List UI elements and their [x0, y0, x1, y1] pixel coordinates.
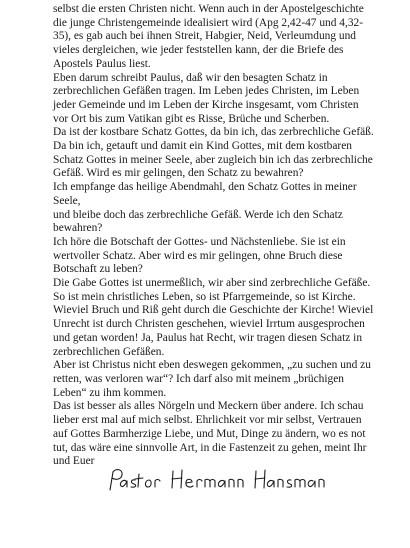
text-line: Da ist der kostbare Schatz Gottes, da bin ich, das zerbrechliche Gefäß.	[53, 126, 374, 139]
text-line: Die Gabe Gottes ist unermeßlich, wir aber sind zerbrechliche Gefäße.	[53, 277, 371, 290]
text-line: Gefäß. Wird es mir gelingen, den Schatz zu bewahren?	[53, 167, 304, 180]
text-line: auf Gottes Barmherzige Liebe, und Mut, Dinge zu ändern, wo es not	[53, 427, 366, 440]
text-line: Das ist besser als alles Nörgeln und Meckern über andere. Ich schau	[53, 400, 364, 413]
text-line: und Euer	[53, 455, 95, 468]
text-line: vor Ort bis zum Vatikan gibt es Risse, Brüche und Scherben.	[53, 112, 330, 125]
text-line: Unrecht ist durch Christen geschehen, wieviel Irrtum ausgesprochen	[53, 318, 365, 331]
text-line: tut, das wäre eine sinnvolle Art, in die Fastenzeit zu gehen, meint Ihr	[53, 441, 367, 454]
text-line: Seele,	[53, 194, 81, 207]
text-line: vieles dergleichen, wie jeder feststellen kann, der die Briefe des	[53, 44, 344, 57]
text-line: Ich höre die Botschaft der Gottes- und Nächstenliebe. Sie ist ein	[53, 235, 346, 248]
text-line: jeder Gemeinde und im Leben der Kirche insgesamt, vom Christen	[53, 98, 359, 111]
text-line: Leben“ zu ihm kommen.	[53, 386, 167, 399]
text-line: zerbrechlichen Gefäßen tragen. Im Leben jedes Christen, im Leben	[53, 85, 360, 98]
text-line: und getan worden! Ja, Paulus hat Recht, wir tragen diesen Schatz in	[53, 331, 363, 344]
text-line: Wieviel Bruch und Riß geht durch die Geschichte der Kirche! Wieviel	[53, 304, 374, 317]
text-line: Botschaft zu leben?	[53, 263, 143, 276]
text-line: und bleibe doch das zerbrechliche Gefäß. Werde ich den Schatz	[53, 208, 343, 221]
text-line: lieber erst mal auf mich selbst. Ehrlichkeit vor mir selbst, Vertrauen	[53, 414, 362, 427]
text-line: zerbrechlichen Gefäßen.	[53, 345, 165, 358]
handwritten-signature	[106, 466, 326, 494]
text-line: selbst die ersten Christen nicht. Wenn auch in der Apostelgeschichte	[53, 3, 364, 15]
text-line: 35), es gab auch bei ihnen Streit, Habgier, Neid, Verleumdung und	[53, 30, 357, 43]
text-line: So ist mein christliches Leben, so ist Pfarrgemeinde, so ist Kirche.	[53, 290, 356, 303]
text-line: wertvoller Schatz. Aber wird es mir gelingen, ohne Bruch diese	[53, 249, 343, 262]
text-line: Da bin ich, getauft und damit ein Kind Gottes, mit dem kostbaren	[53, 140, 352, 153]
text-line: Schatz Gottes in meiner Seele, aber zugleich bin ich das zerbrechliche	[53, 153, 373, 166]
letter-body	[53, 3, 401, 469]
text-line: Apostels Paulus liest.	[53, 57, 151, 70]
text-line: Aber ist Christus nicht eben deswegen gekommen, „zu suchen und zu	[53, 359, 371, 372]
text-line: bewahren?	[53, 222, 103, 235]
text-line: retten, was verloren war“? Ich darf also mit meinem „brüchigen	[53, 372, 344, 385]
text-line: die junge Christengemeinde idealisiert wird (Apg 2,42-47 und 4,32-	[53, 16, 364, 29]
text-line: Eben darum schreibt Paulus, daß wir den besagten Schatz in	[53, 71, 328, 84]
text-line: Ich empfange das heilige Abendmahl, den Schatz Gottes in meiner	[53, 181, 357, 194]
